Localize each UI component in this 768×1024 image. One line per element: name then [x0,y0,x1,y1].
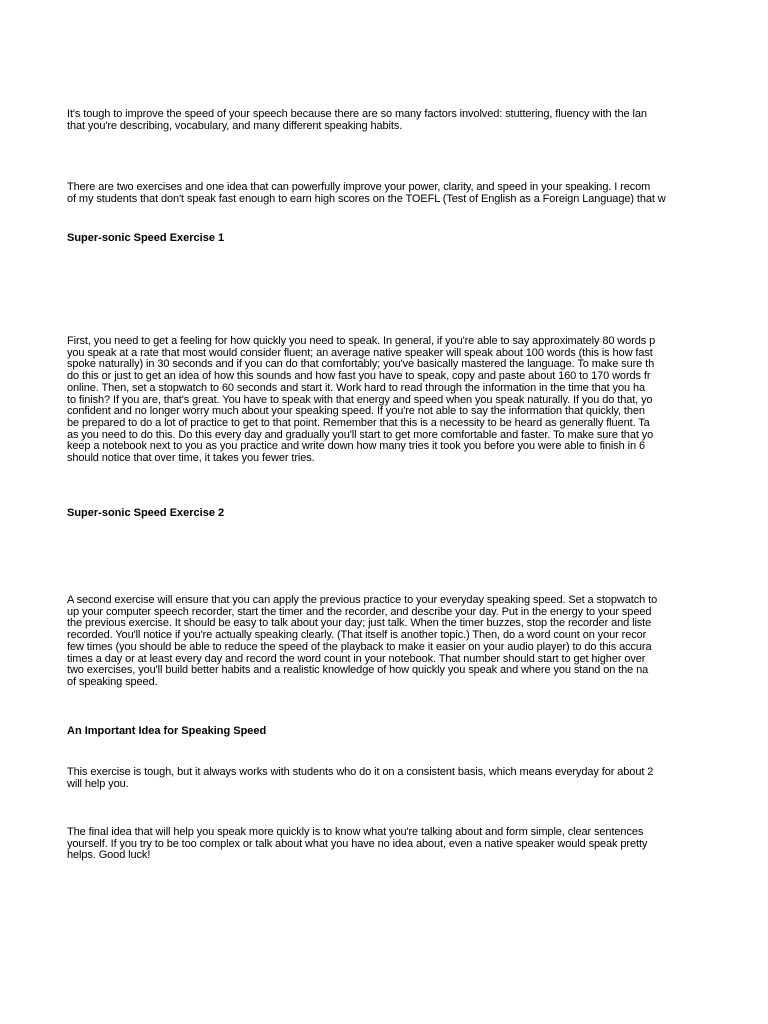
heading-exercise-1: Super-sonic Speed Exercise 1 [67,232,225,244]
exercise-1-paragraph [67,336,655,465]
text-line: helps. Good luck! [67,849,151,862]
text-line: times a day or at least every day and record the word count in your notebook. That number should start to get higher over [67,652,646,665]
heading-exercise-2: Super-sonic Speed Exercise 2 [67,507,225,519]
exercise-2-paragraph [67,595,657,689]
text-line: online. Then, set a stopwatch to 60 seconds and start it. Work hard to read through the information in the time that you ha [67,381,645,394]
text-line: will help you. [67,777,129,790]
text-line: recorded. You'll notice if you're actually speaking clearly. (That itself is another topic.) Then, do a word count on your recor [67,629,647,642]
text-line: of speaking speed. [67,675,158,688]
text-line: of my students that don't speak fast enough to earn high scores on the TOEFL (Test of English as a Foreign Language) that w [67,192,666,205]
text-line: This exercise is tough, but it always works with students who do it on a consistent basis, which means everyday for about 2 [67,766,654,778]
intro-paragraph [67,109,647,132]
text-line: There are two exercises and one idea that can powerfully improve your power, clarity, and speed in your speaking. I recom [67,181,651,193]
text-line: should notice that over time, it takes you fewer tries. [67,452,315,465]
text-line: do this or just to get an idea of how this sounds and how fast you have to speak, copy and paste about 160 to 170 words fr [67,370,651,383]
text-line: few times (you should be able to reduce the speed of the playback to make it easier on your audio player) to do this accura [67,640,652,653]
text-line: spoke naturally) in 30 seconds and if you can do that comfortably; you've basically mastered the language. To make sure th [67,358,655,371]
important-idea-paragraph-1 [67,767,653,790]
important-idea-paragraph-2 [67,827,647,862]
text-line: keep a notebook next to you as you practice and write down how many tries it took you before you were able to finish in 6 [67,440,645,453]
text-line: the previous exercise. It should be easy to talk about your day; just talk. When the timer buzzes, stop the recorder and liste [67,617,652,630]
text-line: First, you need to get a feeling for how quickly you need to speak. In general, if you're able to say approximately 80 words p [67,335,656,347]
text-line: as you need to do this. Do this every day and gradually you'll start to get more comfortable and faster. To make sure that yo [67,428,654,441]
text-line: to finish? If you are, that's great. You have to speak with that energy and speed when you speak naturally. If you do that, yo [67,393,653,406]
text-line: you speak at a rate that most would consider fluent; an average native speaker will speak about 100 words (this is how fast [67,346,653,359]
heading-important-idea: An Important Idea for Speaking Speed [67,725,267,737]
text-line: The final idea that will help you speak more quickly is to know what you're talking about and form simple, clear sentences [67,826,644,838]
text-line: A second exercise will ensure that you can apply the previous practice to your everyday speaking speed. Set a stopwatch to [67,594,658,606]
text-line: It's tough to improve the speed of your speech because there are so many factors involved: stuttering, fluency with the lan [67,108,647,120]
text-line: be prepared to do a lot of practice to get to that point. Remember that this is a necessity to be heard as generally fluent. Ta [67,416,650,429]
text-line: that you're describing, vocabulary, and many different speaking habits. [67,119,403,132]
exercises-intro-paragraph [67,182,666,205]
text-line: two exercises, you'll build better habits and a realistic knowledge of how quickly you speak and where you stand on the na [67,664,649,677]
text-line: up your computer speech recorder, start the timer and the recorder, and describe your day. Put in the energy to your speed [67,605,652,618]
text-line: yourself. If you try to be too complex or talk about what you have no idea about, even a native speaker would speak pretty [67,837,648,850]
text-line: confident and no longer worry much about your speaking speed. If you're not able to say the information that quickly, then [67,405,645,418]
